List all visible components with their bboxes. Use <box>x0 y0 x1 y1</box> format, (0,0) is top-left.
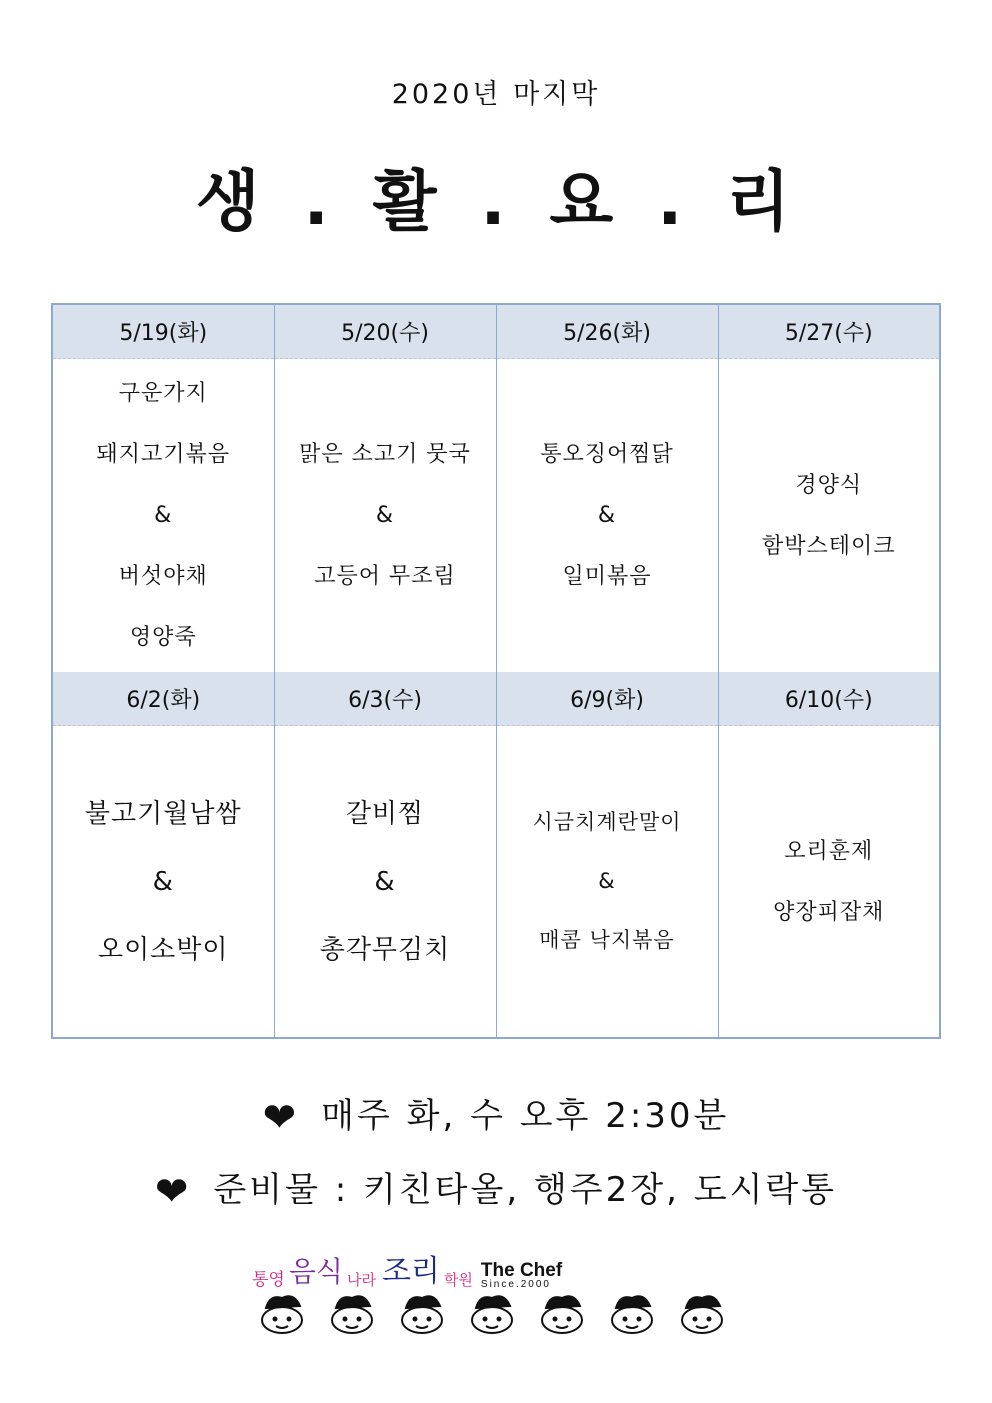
schedule-table <box>51 303 941 1039</box>
date-cell: 6/3(수) <box>274 672 496 726</box>
supplies-line <box>0 1162 992 1215</box>
date-row <box>52 672 940 726</box>
date-cell: 5/27(수) <box>718 304 940 359</box>
menu-row <box>52 359 940 673</box>
dish-item: 버섯야채 <box>118 564 208 589</box>
dish-item: 갈비찜 <box>345 798 425 829</box>
menu-cell <box>52 359 274 673</box>
title-char: 활 <box>372 163 443 240</box>
menu-cell <box>496 726 718 1039</box>
date-cell: 6/2(화) <box>52 672 274 726</box>
dish-item: & <box>597 503 617 528</box>
menu-cell <box>274 359 496 673</box>
menu-cell <box>718 726 940 1039</box>
logo-wordmark <box>252 1250 752 1290</box>
title-separator: . <box>303 163 335 240</box>
heart-icon: ❤ <box>262 1094 300 1141</box>
date-cell: 5/20(수) <box>274 304 496 359</box>
dish-item: 맑은 소고기 뭇국 <box>299 442 471 467</box>
title-char: 생 <box>195 163 266 240</box>
logo-english-name: The Chef <box>480 1260 563 1281</box>
menu-cell <box>52 726 274 1039</box>
dish-item: 경양식 <box>795 472 863 498</box>
dish-item: & <box>374 866 396 897</box>
dish-item: 영양죽 <box>129 625 197 650</box>
dish-item: & <box>375 503 395 528</box>
menu-cell <box>496 359 718 673</box>
dish-item: 돼지고기볶음 <box>96 442 230 467</box>
logo-english-since: Since.2000 <box>480 1279 551 1290</box>
dish-item: 시금치계란말이 <box>532 810 682 834</box>
menu-row <box>52 726 940 1039</box>
academy-logo <box>252 1250 752 1340</box>
date-cell: 5/26(화) <box>496 304 718 359</box>
dish-item: 구운가지 <box>118 381 208 406</box>
logo-text-part: 통영 <box>252 1270 285 1290</box>
date-cell: 5/19(화) <box>52 304 274 359</box>
dish-item: 양장피잡채 <box>773 899 885 925</box>
dish-item: 불고기월남쌈 <box>84 798 242 829</box>
title-separator: . <box>657 163 689 240</box>
supplies-text: 준비물 : 키친타올, 행주2장, 도시락통 <box>213 1170 838 1210</box>
class-time-line <box>0 1088 992 1141</box>
chef-faces-icon <box>252 1290 752 1338</box>
logo-text-part: 음식 <box>288 1255 343 1288</box>
date-row <box>52 304 940 359</box>
subtitle: 2020년 마지막 <box>391 79 601 110</box>
date-cell: 6/9(화) <box>496 672 718 726</box>
dish-item: & <box>152 866 174 897</box>
logo-text-part: 나라 <box>346 1271 376 1289</box>
date-cell: 6/10(수) <box>718 672 940 726</box>
logo-text-part: 조리 <box>381 1254 440 1289</box>
logo-text-part: 학원 <box>443 1271 473 1289</box>
dish-item: & <box>598 869 616 893</box>
title-char: 요 <box>549 163 620 240</box>
class-time-text: 매주 화, 수 오후 2:30분 <box>321 1096 730 1136</box>
dish-item: 함박스테이크 <box>761 533 896 559</box>
dish-item: 통오징어찜닭 <box>540 442 674 467</box>
title-separator: . <box>480 163 512 240</box>
logo-english <box>481 1261 562 1290</box>
dish-item: 고등어 무조림 <box>314 564 456 589</box>
heart-icon: ❤ <box>154 1168 192 1215</box>
menu-cell <box>274 726 496 1039</box>
dish-item: 일미볶음 <box>562 564 652 589</box>
page-title <box>0 148 992 243</box>
menu-cell <box>718 359 940 673</box>
dish-item: 총각무김치 <box>319 934 451 965</box>
title-char: 리 <box>726 163 797 240</box>
dish-item: 오리훈제 <box>784 838 874 864</box>
dish-item: 오이소박이 <box>97 934 229 965</box>
dish-item: & <box>154 503 173 528</box>
dish-item: 매콤 낙지볶음 <box>539 928 675 952</box>
